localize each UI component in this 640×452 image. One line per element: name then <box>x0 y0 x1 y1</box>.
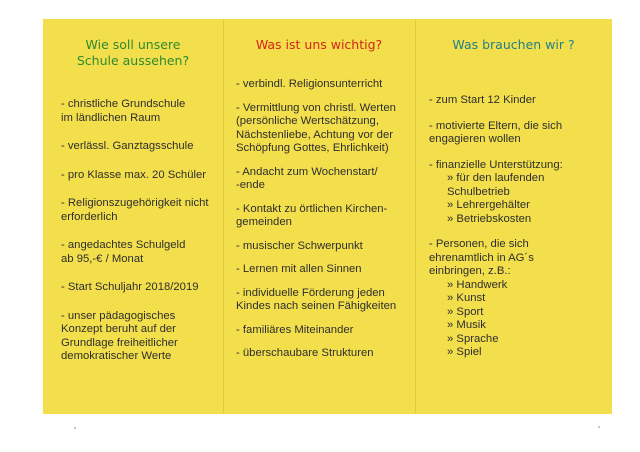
item-line: - christliche Grundschule <box>61 98 186 110</box>
item-line: Kindes nach seinen Fähigkeiten <box>236 300 397 312</box>
list-item <box>427 159 612 227</box>
item-line: - individuelle Förderung jeden <box>236 286 385 299</box>
sub-item <box>447 292 612 306</box>
sub-item <box>447 199 612 213</box>
item-line: - finanzielle Unterstützung: <box>429 158 563 171</box>
item-line: - Start Schuljahr 2018/2019 <box>61 281 199 293</box>
panel-needs <box>415 19 612 414</box>
item-line: » Betriebskosten <box>447 212 532 225</box>
item-line: - motivierte Eltern, die sich <box>429 119 563 132</box>
list-item <box>59 140 223 154</box>
item-line: (persönliche Wertschätzung, <box>236 115 379 127</box>
sub-item <box>447 333 612 347</box>
item-line: Schöpfung Gottes, Ehrlichkeit) <box>236 142 389 154</box>
sub-item <box>447 319 612 333</box>
list-item <box>234 78 415 92</box>
sub-item <box>447 213 612 227</box>
item-line: - verlässl. Ganztagsschule <box>61 140 194 152</box>
panel-list <box>59 98 223 364</box>
item-line: - Religionszugehörigkeit nicht <box>61 197 209 209</box>
list-item <box>234 203 415 230</box>
item-line: - Personen, die sich <box>429 238 529 250</box>
item-line: » Kunst <box>447 292 486 304</box>
panel-title <box>223 37 415 53</box>
sub-item <box>447 306 612 320</box>
item-line: - angedachtes Schulgeld <box>61 239 186 251</box>
item-line: erforderlich <box>61 210 118 223</box>
item-line: im ländlichen Raum <box>61 111 161 124</box>
sub-item <box>447 346 612 360</box>
list-item <box>427 238 612 360</box>
item-line: Nächstenliebe, Achtung vor der <box>236 128 393 141</box>
title-line: Schule aussehen? <box>76 53 190 68</box>
item-line: Konzept beruht auf der <box>61 323 176 335</box>
list-item <box>234 263 415 277</box>
item-line: » Sport <box>447 305 484 318</box>
item-line: - Vermittlung von christl. Werten <box>236 101 396 114</box>
item-line: - überschaubare Strukturen <box>236 347 374 359</box>
title-line: Wie soll unsere <box>85 37 181 52</box>
list-item <box>59 310 223 364</box>
item-line: » Sprache <box>447 332 499 345</box>
list-item <box>234 287 415 314</box>
item-line: - Andacht zum Wochenstart/ <box>236 165 378 178</box>
panel-title <box>415 37 612 53</box>
item-line: einbringen, z.B.: <box>429 265 511 277</box>
item-line: Schulbetrieb <box>447 185 510 198</box>
list-item <box>59 169 223 183</box>
list-item <box>234 324 415 338</box>
item-line: » Musik <box>447 319 486 331</box>
item-line: » für den laufenden <box>447 172 545 184</box>
sub-list <box>437 279 612 360</box>
list-item <box>59 281 223 295</box>
item-line: - unser pädagogisches <box>61 309 176 322</box>
panel-list <box>234 78 415 361</box>
item-line: - Lernen mit allen Sinnen <box>236 263 362 275</box>
list-item <box>234 102 415 156</box>
title-line: Was brauchen wir ? <box>452 37 575 52</box>
item-line: gemeinden <box>236 216 292 228</box>
title-line: Was ist uns wichtig? <box>255 37 383 52</box>
panel-school-vision <box>43 19 223 414</box>
item-line: » Handwerk <box>447 278 508 291</box>
sub-item <box>447 172 612 199</box>
item-line: ehrenamtlich in AG´s <box>429 251 534 264</box>
list-item <box>234 347 415 361</box>
list-item <box>59 98 223 125</box>
item-line: - familiäres Miteinander <box>236 323 354 336</box>
item-line: Grundlage freiheitlicher <box>61 336 178 349</box>
list-item <box>234 166 415 193</box>
item-line: » Spiel <box>447 346 482 358</box>
panel-title <box>43 37 223 69</box>
item-line: » Lehrergehälter <box>447 199 530 211</box>
sub-item <box>447 279 612 293</box>
list-item <box>59 239 223 266</box>
panel-values <box>223 19 415 414</box>
list-item <box>59 197 223 224</box>
panel-list <box>427 94 612 360</box>
item-line: - zum Start 12 Kinder <box>429 94 536 106</box>
item-line: - Kontakt zu örtlichen Kirchen- <box>236 202 388 215</box>
item-line: engagieren wollen <box>429 133 521 145</box>
sub-list <box>437 172 612 226</box>
item-line: ab 95,-€ / Monat <box>61 252 144 265</box>
item-line: - pro Klasse max. 20 Schüler <box>61 168 207 181</box>
item-line: -ende <box>236 179 265 191</box>
scan-speck <box>74 427 76 429</box>
list-item <box>427 120 612 147</box>
scan-speck <box>598 426 600 428</box>
item-line: - verbindl. Religionsunterricht <box>236 78 383 90</box>
list-item <box>234 240 415 254</box>
list-item <box>427 94 612 108</box>
item-line: demokratischer Werte <box>61 350 172 362</box>
item-line: - musischer Schwerpunkt <box>236 239 363 252</box>
